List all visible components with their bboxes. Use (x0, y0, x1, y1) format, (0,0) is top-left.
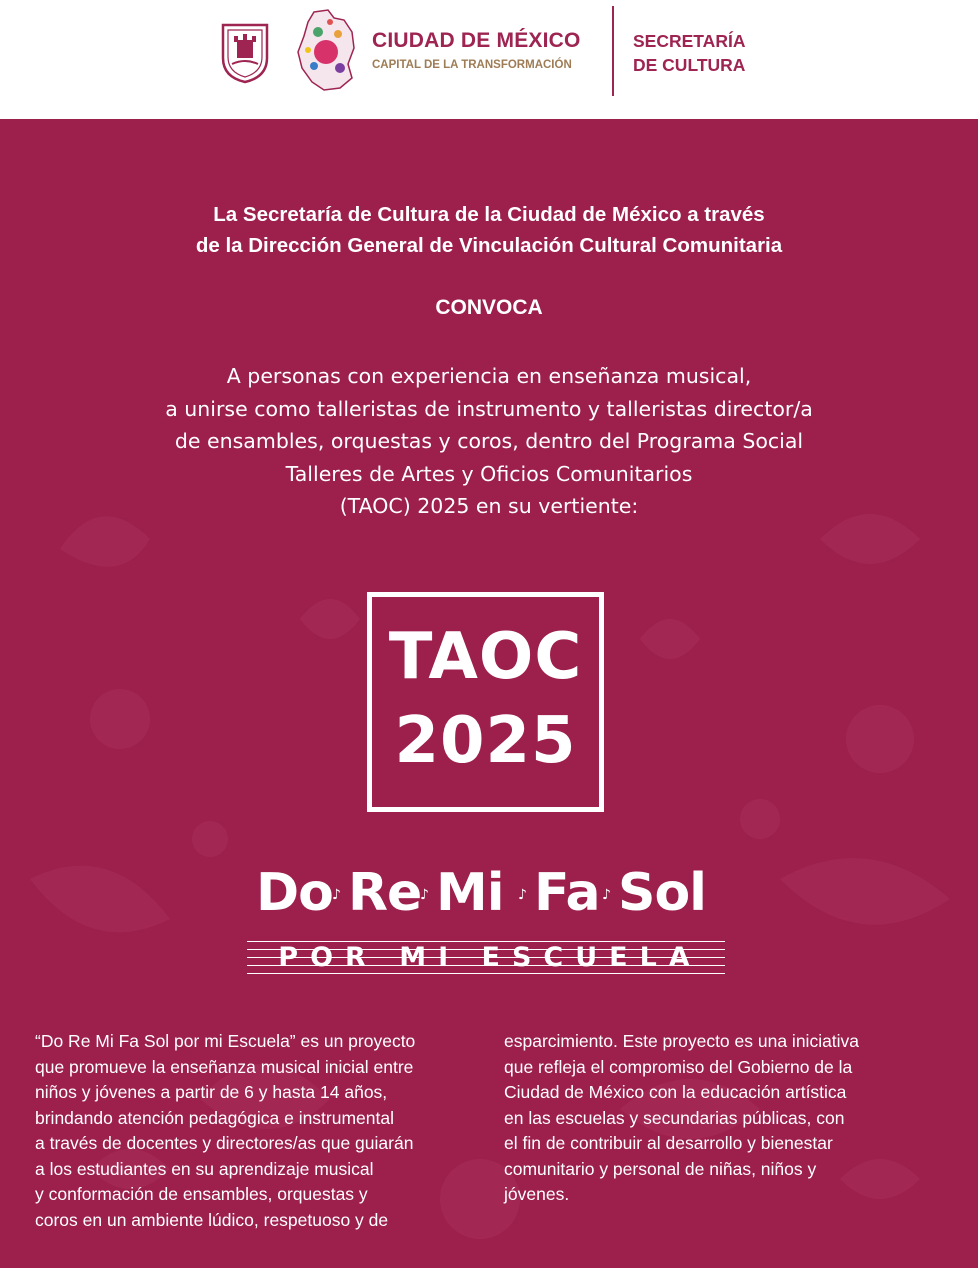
program-word-re: Re (348, 863, 422, 923)
description-line: que refleja el compromiso del Gobierno de la (504, 1056, 853, 1077)
description-line: el fin de contribuir al desarrollo y bienestar (504, 1133, 833, 1153)
program-word-fa: Fa (534, 863, 600, 923)
intro-line: La Secretaría de Cultura de la Ciudad de México a través (213, 203, 765, 226)
city-shield-icon (220, 22, 270, 84)
description-line: “Do Re Mi Fa Sol por mi Escuela” es un proyecto (35, 1031, 416, 1051)
description-line: esparcimiento. Este proyecto es una iniciativa (504, 1031, 860, 1051)
description-line: coros en un ambiente lúdico, respetuoso y de (35, 1209, 389, 1230)
music-note-icon: ♪ (518, 887, 527, 903)
description-line: y conformación de ensambles, orquestas y (35, 1184, 368, 1204)
header-divider (612, 6, 614, 96)
city-title: CIUDAD DE MÉXICO (372, 29, 581, 52)
description-line: brindando atención pedagógica e instrumental (35, 1107, 395, 1128)
mexico-city-map-logo-icon (294, 8, 358, 92)
music-note-icon: ♪ (602, 887, 611, 903)
taoc-year: 2025 (394, 704, 577, 778)
description-line: que promueve la enseñanza musical inicial entre (35, 1056, 414, 1077)
description-line: comunitario y personal de niñas, niños y (504, 1158, 817, 1179)
description-line: jóvenes. (504, 1184, 570, 1204)
description-left-column (35, 1029, 471, 1233)
call-paragraph (0, 360, 978, 523)
secretaria-line1: SECRETARÍA (633, 31, 746, 51)
main-poster (0, 119, 978, 1268)
convoca-heading: CONVOCA (435, 296, 543, 319)
program-subtitle: POR MI ESCUELA (278, 942, 702, 973)
description-line: Ciudad de México con la educación artística (504, 1082, 847, 1102)
description-line: en las escuelas y secundarias públicas, con (504, 1107, 845, 1128)
description-line: niños y jóvenes a partir de 6 y hasta 14 años, (35, 1082, 388, 1102)
bottom-border (0, 1268, 978, 1273)
description-line: a los estudiantes en su aprendizaje musical (35, 1158, 374, 1179)
intro-line: de la Dirección General de Vinculación Cultural Comunitaria (195, 234, 783, 257)
call-line: A personas con experiencia en enseñanza musical, (226, 364, 752, 388)
call-line: de ensambles, orquestas y coros, dentro del Programa Social (174, 429, 804, 453)
music-note-icon: ♪ (420, 887, 429, 903)
music-note-icon: ♪ (332, 887, 341, 903)
program-logo (256, 857, 722, 929)
header (0, 0, 978, 119)
program-word-do: Do (256, 863, 333, 923)
intro-paragraph (0, 199, 978, 261)
program-word-sol: Sol (618, 863, 706, 923)
secretaria-line2: DE CULTURA (633, 55, 746, 75)
call-line: (TAOC) 2025 en su vertiente: (339, 494, 639, 518)
taoc-title: TAOC (388, 620, 583, 694)
call-line: Talleres de Artes y Oficios Comunitarios (285, 461, 693, 486)
description-line: a través de docentes y directores/as que guiarán (35, 1133, 414, 1153)
city-subtitle: CAPITAL DE LA TRANSFORMACIÓN (372, 59, 572, 71)
description-right-column (504, 1029, 940, 1208)
taoc-logo-box (367, 592, 604, 812)
program-word-mi: Mi (436, 863, 504, 923)
call-line: a unirse como talleristas de instrumento y talleristas director/a (165, 396, 813, 421)
